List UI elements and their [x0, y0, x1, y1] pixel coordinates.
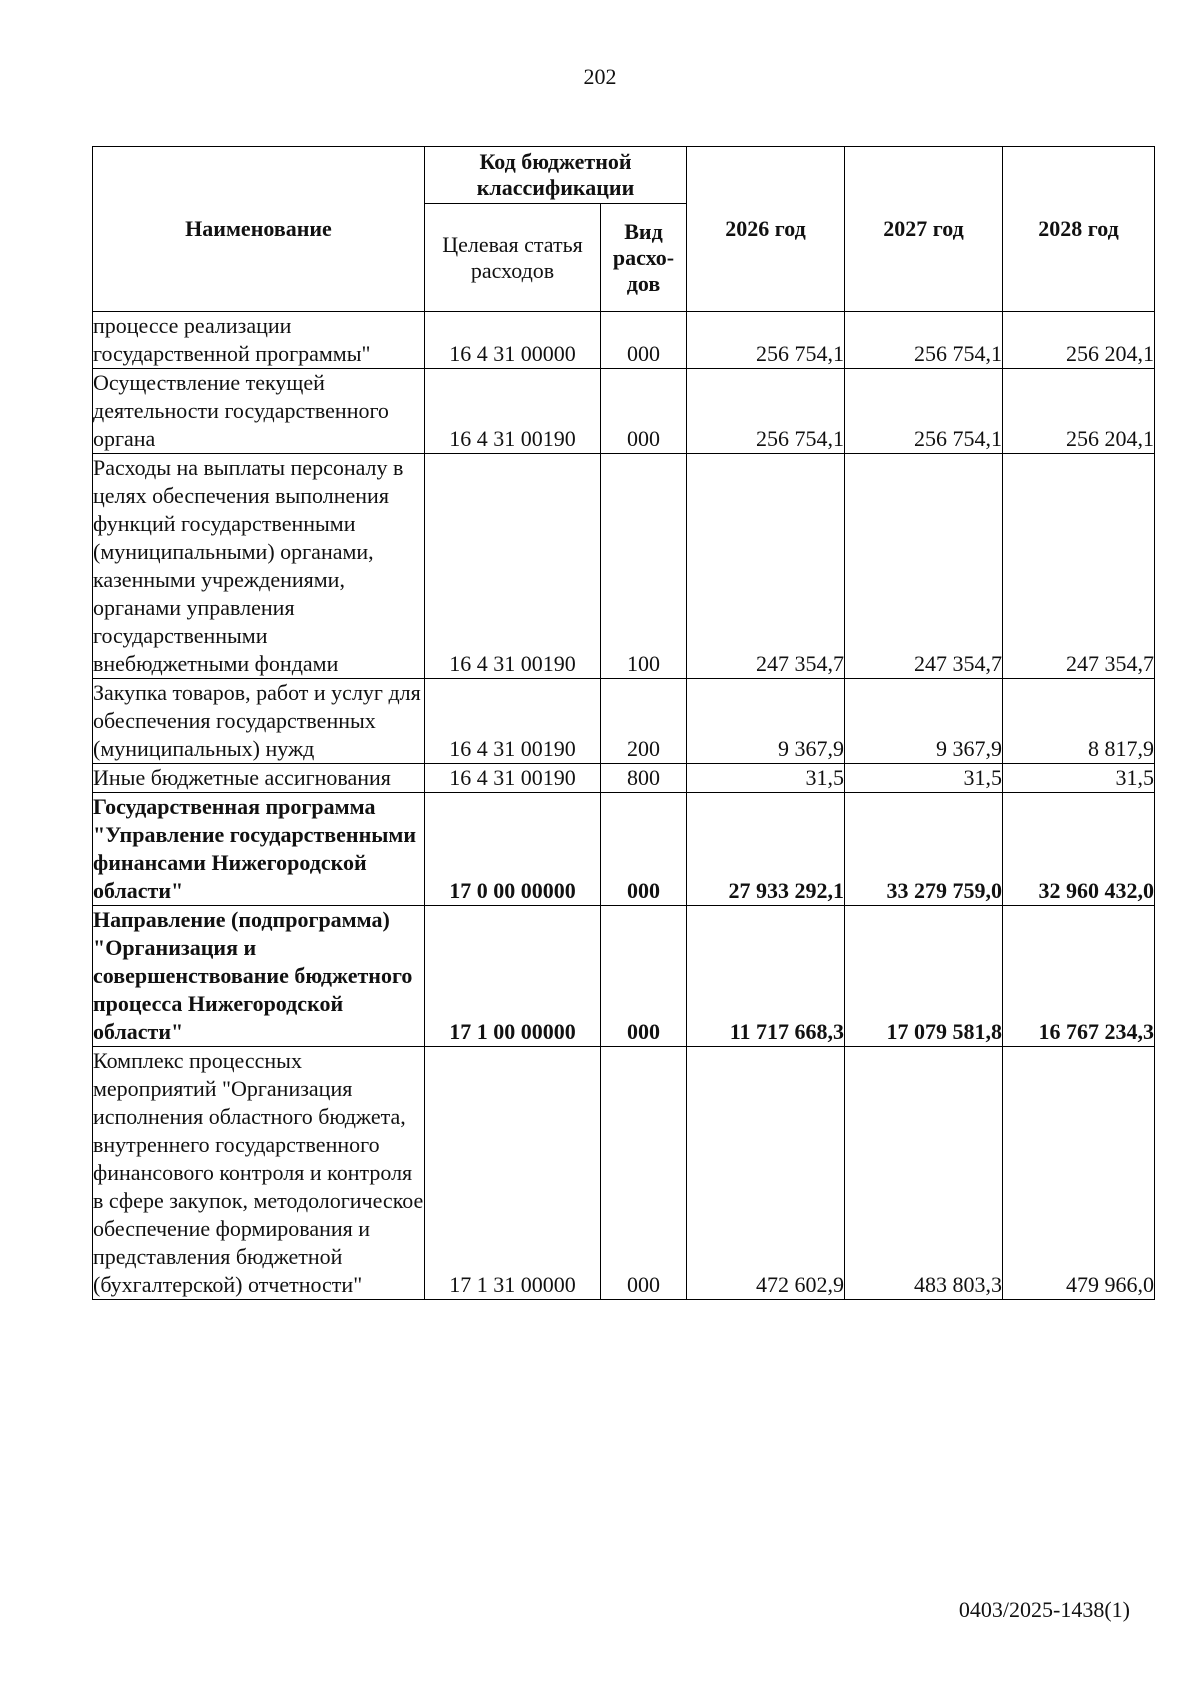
header-2026: 2026 год [687, 147, 845, 312]
row-expense-type: 000 [601, 369, 687, 454]
page-number: 202 [583, 64, 617, 89]
row-target-code: 16 4 31 00190 [425, 369, 601, 454]
row-value-2027: 33 279 759,0 [845, 793, 1003, 906]
row-name: Государственная программа "Управление государственными финансами Нижегородской области" [93, 793, 425, 906]
row-value-2027: 247 354,7 [845, 454, 1003, 679]
row-value-2027: 9 367,9 [845, 679, 1003, 764]
row-name: Иные бюджетные ассигнования [93, 764, 425, 793]
row-expense-type: 000 [601, 312, 687, 369]
table-row [93, 1047, 1155, 1300]
row-value-2026: 9 367,9 [687, 679, 845, 764]
row-value-2026: 31,5 [687, 764, 845, 793]
row-target-code: 17 1 00 00000 [425, 906, 601, 1047]
row-value-2026: 247 354,7 [687, 454, 845, 679]
row-expense-type: 000 [601, 906, 687, 1047]
header-target-article: Целевая статья расходов [425, 204, 601, 312]
row-value-2026: 11 717 668,3 [687, 906, 845, 1047]
row-value-2027: 483 803,3 [845, 1047, 1003, 1300]
row-value-2027: 256 754,1 [845, 312, 1003, 369]
row-name: Закупка товаров, работ и услуг для обеспечения государственных (муниципальных) нужд [93, 679, 425, 764]
table-row [93, 793, 1155, 906]
header-2028: 2028 год [1003, 147, 1155, 312]
table-row [93, 454, 1155, 679]
row-expense-type: 000 [601, 1047, 687, 1300]
document-number: 0403/2025-1438(1) [958, 1597, 1130, 1622]
header-name: Наименование [93, 147, 425, 312]
row-value-2028: 16 767 234,3 [1003, 906, 1155, 1047]
table-row [93, 312, 1155, 369]
row-value-2027: 256 754,1 [845, 369, 1003, 454]
table-row [93, 906, 1155, 1047]
header-2027: 2027 год [845, 147, 1003, 312]
row-expense-type: 100 [601, 454, 687, 679]
row-value-2028: 256 204,1 [1003, 369, 1155, 454]
row-target-code: 17 0 00 00000 [425, 793, 601, 906]
row-name: процессе реализации государственной программы" [93, 312, 425, 369]
row-value-2028: 8 817,9 [1003, 679, 1155, 764]
row-name: Осуществление текущей деятельности государственного органа [93, 369, 425, 454]
row-expense-type: 800 [601, 764, 687, 793]
row-expense-type: 200 [601, 679, 687, 764]
row-target-code: 16 4 31 00190 [425, 454, 601, 679]
row-value-2028: 479 966,0 [1003, 1047, 1155, 1300]
row-value-2026: 256 754,1 [687, 312, 845, 369]
row-expense-type: 000 [601, 793, 687, 906]
row-target-code: 16 4 31 00190 [425, 679, 601, 764]
row-value-2028: 32 960 432,0 [1003, 793, 1155, 906]
budget-table [92, 146, 1155, 1300]
table-row [93, 764, 1155, 793]
row-value-2027: 31,5 [845, 764, 1003, 793]
row-value-2028: 247 354,7 [1003, 454, 1155, 679]
row-value-2027: 17 079 581,8 [845, 906, 1003, 1047]
row-target-code: 17 1 31 00000 [425, 1047, 601, 1300]
row-value-2028: 256 204,1 [1003, 312, 1155, 369]
row-value-2028: 31,5 [1003, 764, 1155, 793]
row-value-2026: 472 602,9 [687, 1047, 845, 1300]
row-target-code: 16 4 31 00000 [425, 312, 601, 369]
row-name: Расходы на выплаты персоналу в целях обеспечения выполнения функций государственными (муниципальными) органами, казенными учреждениями, органами управления государственными внебюджетными фондами [93, 454, 425, 679]
row-target-code: 16 4 31 00190 [425, 764, 601, 793]
table-row [93, 679, 1155, 764]
row-name: Комплекс процессных мероприятий "Организация исполнения областного бюджета, внутреннего государственного финансового контроля и контроля в сфере закупок, методологическое обеспечение формирования и представления бюджетной (бухгалтерской) отчетности" [93, 1047, 425, 1300]
row-value-2026: 256 754,1 [687, 369, 845, 454]
header-budget-code: Код бюджетной классификации [425, 147, 687, 204]
table-row [93, 369, 1155, 454]
row-value-2026: 27 933 292,1 [687, 793, 845, 906]
row-name: Направление (подпрограмма) "Организация и совершенствование бюджетного процесса Нижегородской области" [93, 906, 425, 1047]
header-expense-type: Вид расхо- дов [601, 204, 687, 312]
